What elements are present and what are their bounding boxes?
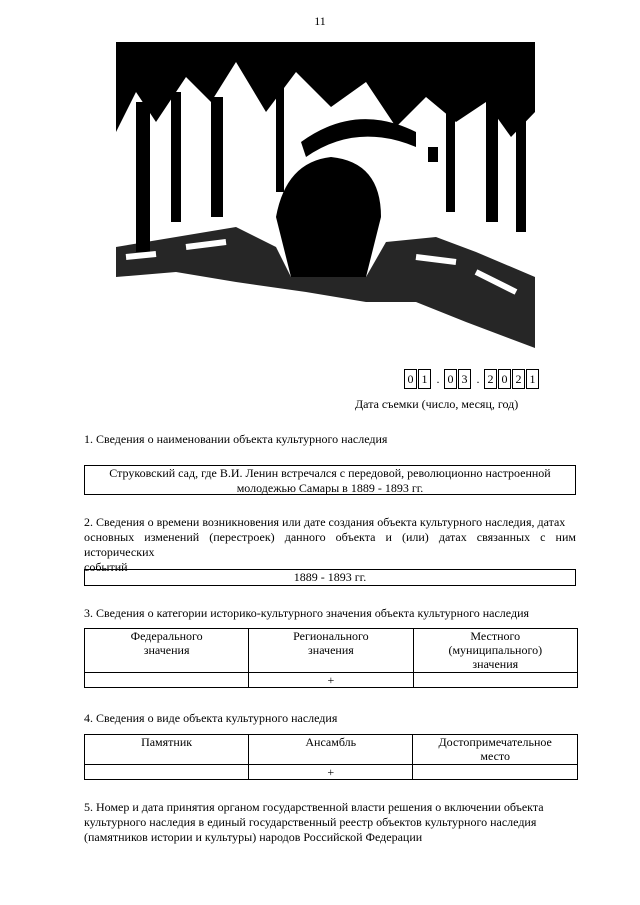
category-local-line2: (муниципального) — [448, 643, 543, 657]
section5-heading-line1: 5. Номер и дата принятия органом государственной власти решения о включении объекта — [84, 800, 544, 814]
category-regional — [249, 629, 413, 673]
object-name-line2: молодежью Самары в 1889 - 1893 гг. — [236, 481, 424, 495]
park-bridge-photo — [116, 42, 535, 348]
section5-heading — [84, 800, 576, 845]
object-date-box: 1889 - 1893 гг. — [84, 569, 576, 586]
category-local-line3: значения — [472, 657, 519, 671]
type-landmark-mark — [413, 765, 578, 780]
section5-heading-line3: (памятников истории и культуры) народов Российской Федерации — [84, 830, 423, 844]
type-landmark — [413, 735, 578, 765]
category-table — [84, 628, 578, 688]
section2-heading-line3: событий — [84, 560, 128, 574]
object-name-box — [84, 465, 576, 495]
date-year-digit-2: 0 — [498, 369, 511, 389]
type-monument: Памятник — [85, 735, 249, 765]
category-federal — [85, 629, 249, 673]
section1-heading: 1. Сведения о наименовании объекта культурного наследия — [84, 432, 388, 446]
section2-heading — [84, 515, 576, 575]
section5-heading-line2: культурного наследия в единый государственный реестр объектов культурного наследия — [84, 815, 537, 829]
page-number: 11 — [314, 14, 326, 28]
type-ensemble-mark: + — [249, 765, 413, 780]
category-local — [413, 629, 577, 673]
shooting-date — [404, 369, 540, 389]
category-regional-mark: + — [249, 673, 413, 688]
category-federal-mark — [85, 673, 249, 688]
category-federal-line1: Федерального — [130, 629, 203, 643]
date-label: Дата съемки (число, месяц, год) — [355, 397, 519, 411]
category-federal-line2: значения — [143, 643, 190, 657]
category-local-line1: Местного — [470, 629, 521, 643]
section2-heading-line2: основных изменений (перестроек) данного объекта и (или) датах связанных с ним исторических — [84, 530, 576, 559]
section3-heading: 3. Сведения о категории историко-культурного значения объекта культурного наследия — [84, 606, 530, 620]
date-year-digit-3: 2 — [512, 369, 525, 389]
type-table — [84, 734, 578, 780]
date-month-digit-2: 3 — [458, 369, 471, 389]
date-separator: . — [476, 371, 480, 386]
type-monument-mark — [85, 765, 249, 780]
type-landmark-line1: Достопримечательное — [438, 735, 552, 749]
date-month-digit-1: 0 — [444, 369, 457, 389]
photo-image — [116, 42, 535, 348]
date-year-digit-4: 1 — [526, 369, 539, 389]
section2-heading-line1: 2. Сведения о времени возникновения или дате создания объекта культурного наследия, датах — [84, 515, 566, 529]
category-regional-line1: Регионального — [293, 629, 369, 643]
category-regional-line2: значения — [308, 643, 354, 657]
date-day-digit-2: 1 — [418, 369, 431, 389]
section4-heading: 4. Сведения о виде объекта культурного наследия — [84, 711, 338, 725]
object-name-line1: Струковский сад, где В.И. Ленин встречался с передовой, революционно настроенной — [109, 466, 551, 480]
date-year-digit-1: 2 — [484, 369, 497, 389]
category-local-mark — [413, 673, 577, 688]
type-ensemble: Ансамбль — [249, 735, 413, 765]
type-landmark-line2: место — [480, 749, 510, 763]
date-day-digit-1: 0 — [404, 369, 417, 389]
date-separator: . — [436, 371, 440, 386]
